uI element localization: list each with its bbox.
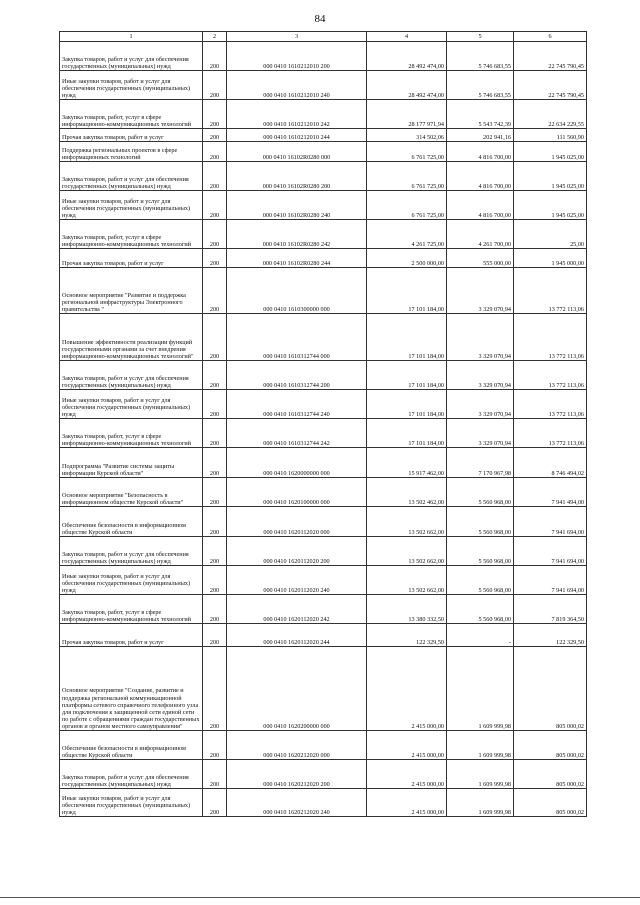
row-approved-amount-cell: 28 492 474,00 — [367, 71, 447, 100]
row-approved-amount-cell: 28 492 474,00 — [367, 42, 447, 71]
row-code-cell: 200 — [203, 507, 227, 537]
row-approved-amount-cell: 17 101 184,00 — [367, 361, 447, 390]
table-row — [60, 731, 587, 760]
row-code-cell: 200 — [203, 314, 227, 361]
row-unexecuted-amount-cell: 13 772 113,06 — [514, 268, 587, 314]
row-executed-amount-cell: 555 000,00 — [447, 249, 514, 268]
row-unexecuted-amount-cell: 111 560,90 — [514, 129, 587, 142]
row-code-cell: 200 — [203, 42, 227, 71]
row-unexecuted-amount-cell: 122 329,50 — [514, 624, 587, 647]
row-classification-code-cell: 000 0410 1610312744 240 — [227, 390, 367, 419]
row-approved-amount-cell: 17 101 184,00 — [367, 390, 447, 419]
row-code-cell: 200 — [203, 361, 227, 390]
row-approved-amount-cell: 13 502 662,00 — [367, 566, 447, 595]
table-row — [60, 760, 587, 789]
row-code-cell: 200 — [203, 566, 227, 595]
row-classification-code-cell: 000 0410 16102R0280 000 — [227, 142, 367, 162]
table-row — [60, 419, 587, 448]
column-header: 6 — [514, 32, 587, 42]
row-code-cell: 200 — [203, 789, 227, 817]
row-approved-amount-cell: 13 380 332,50 — [367, 595, 447, 624]
row-unexecuted-amount-cell: 7 941 494,00 — [514, 478, 587, 507]
row-executed-amount-cell: 1 609 999,98 — [447, 731, 514, 760]
table-row — [60, 191, 587, 220]
row-approved-amount-cell: 6 761 725,00 — [367, 142, 447, 162]
row-name-cell: Закупка товаров, работ, услуг в сфере информационно-коммуникационных технологий — [60, 419, 203, 448]
row-code-cell: 200 — [203, 162, 227, 191]
row-unexecuted-amount-cell: 7 941 694,00 — [514, 507, 587, 537]
row-approved-amount-cell: 13 502 462,00 — [367, 478, 447, 507]
row-unexecuted-amount-cell: 805 000,02 — [514, 647, 587, 731]
row-approved-amount-cell: 4 261 725,00 — [367, 220, 447, 249]
row-executed-amount-cell: 1 609 999,98 — [447, 789, 514, 817]
row-executed-amount-cell: 5 560 968,00 — [447, 537, 514, 566]
row-approved-amount-cell: 17 101 184,00 — [367, 419, 447, 448]
row-name-cell: Закупка товаров, работ и услуг для обеспечения государственных (муниципальных) нужд — [60, 760, 203, 789]
row-executed-amount-cell: 4 261 700,00 — [447, 220, 514, 249]
row-approved-amount-cell: 2 415 000,00 — [367, 789, 447, 817]
table-row — [60, 789, 587, 817]
row-unexecuted-amount-cell: 22 745 790,45 — [514, 42, 587, 71]
row-unexecuted-amount-cell: 1 945 025,00 — [514, 191, 587, 220]
row-name-cell: Прочая закупка товаров, работ и услуг — [60, 624, 203, 647]
row-name-cell: Подпрограмма "Развитие системы защиты информации Курской области" — [60, 448, 203, 478]
row-executed-amount-cell: - — [447, 624, 514, 647]
row-unexecuted-amount-cell: 13 772 113,06 — [514, 419, 587, 448]
row-name-cell: Закупка товаров, работ, услуг в сфере информационно-коммуникационных технологий — [60, 220, 203, 249]
table-row — [60, 268, 587, 314]
row-classification-code-cell: 000 0410 1620100000 000 — [227, 478, 367, 507]
table-row — [60, 507, 587, 537]
table-row — [60, 162, 587, 191]
row-approved-amount-cell: 2 415 000,00 — [367, 647, 447, 731]
row-classification-code-cell: 000 0410 1620212020 000 — [227, 731, 367, 760]
row-executed-amount-cell: 4 816 700,00 — [447, 191, 514, 220]
row-code-cell: 200 — [203, 760, 227, 789]
row-classification-code-cell: 000 0410 16102R0280 200 — [227, 162, 367, 191]
budget-execution-table — [59, 31, 587, 817]
row-approved-amount-cell: 17 101 184,00 — [367, 314, 447, 361]
row-classification-code-cell: 000 0410 1610212010 200 — [227, 42, 367, 71]
row-unexecuted-amount-cell: 7 941 694,00 — [514, 566, 587, 595]
row-code-cell: 200 — [203, 448, 227, 478]
row-executed-amount-cell: 5 560 968,00 — [447, 595, 514, 624]
row-unexecuted-amount-cell: 7 941 694,00 — [514, 537, 587, 566]
row-code-cell: 200 — [203, 624, 227, 647]
row-executed-amount-cell: 5 543 742,39 — [447, 100, 514, 129]
column-header: 1 — [60, 32, 203, 42]
table-row — [60, 42, 587, 71]
row-unexecuted-amount-cell: 1 945 000,00 — [514, 249, 587, 268]
table-row — [60, 220, 587, 249]
table-row — [60, 100, 587, 129]
row-name-cell: Обеспечение безопасности в информационном обществе Курской области — [60, 507, 203, 537]
row-approved-amount-cell: 2 415 000,00 — [367, 731, 447, 760]
row-classification-code-cell: 000 0410 1610312744 200 — [227, 361, 367, 390]
row-executed-amount-cell: 4 816 700,00 — [447, 162, 514, 191]
row-code-cell: 200 — [203, 731, 227, 760]
row-classification-code-cell: 000 0410 1620212020 240 — [227, 789, 367, 817]
row-name-cell: Закупка товаров, работ, услуг в сфере информационно-коммуникационных технологий — [60, 100, 203, 129]
row-classification-code-cell: 000 0410 1610212010 242 — [227, 100, 367, 129]
table-row — [60, 537, 587, 566]
row-name-cell: Иные закупки товаров, работ и услуг для обеспечения государственных (муниципальных) нужд — [60, 390, 203, 419]
row-executed-amount-cell: 5 746 683,55 — [447, 71, 514, 100]
row-classification-code-cell: 000 0410 1620112020 200 — [227, 537, 367, 566]
table-row — [60, 595, 587, 624]
row-classification-code-cell: 000 0410 1620200000 000 — [227, 647, 367, 731]
row-classification-code-cell: 000 0410 1610312744 000 — [227, 314, 367, 361]
row-code-cell: 200 — [203, 478, 227, 507]
column-header: 5 — [447, 32, 514, 42]
row-executed-amount-cell: 5 560 968,00 — [447, 566, 514, 595]
row-approved-amount-cell: 15 917 462,00 — [367, 448, 447, 478]
row-classification-code-cell: 000 0410 1610212010 240 — [227, 71, 367, 100]
row-approved-amount-cell: 6 761 725,00 — [367, 191, 447, 220]
row-approved-amount-cell: 2 500 000,00 — [367, 249, 447, 268]
row-name-cell: Прочая закупка товаров, работ и услуг — [60, 129, 203, 142]
row-name-cell: Закупка товаров, работ и услуг для обеспечения государственных (муниципальных) нужд — [60, 537, 203, 566]
table-row — [60, 624, 587, 647]
row-approved-amount-cell: 13 502 662,00 — [367, 507, 447, 537]
row-name-cell: Иные закупки товаров, работ и услуг для обеспечения государственных (муниципальных) нужд — [60, 566, 203, 595]
row-name-cell: Иные закупки товаров, работ и услуг для обеспечения государственных (муниципальных) нужд — [60, 71, 203, 100]
row-code-cell: 200 — [203, 537, 227, 566]
row-approved-amount-cell: 6 761 725,00 — [367, 162, 447, 191]
column-number-header — [60, 32, 587, 42]
row-code-cell: 200 — [203, 142, 227, 162]
row-code-cell: 200 — [203, 647, 227, 731]
row-executed-amount-cell: 5 746 683,55 — [447, 42, 514, 71]
row-unexecuted-amount-cell: 1 945 025,00 — [514, 162, 587, 191]
table-row — [60, 129, 587, 142]
row-approved-amount-cell: 17 101 184,00 — [367, 268, 447, 314]
table-row — [60, 142, 587, 162]
row-classification-code-cell: 000 0410 1620112020 244 — [227, 624, 367, 647]
row-executed-amount-cell: 3 329 070,94 — [447, 314, 514, 361]
row-code-cell: 200 — [203, 129, 227, 142]
row-name-cell: Основное мероприятие "Развитие и поддержка региональной инфраструктуры Электронного правительства " — [60, 268, 203, 314]
table-row — [60, 448, 587, 478]
row-name-cell: Закупка товаров, работ и услуг для обеспечения государственных (муниципальных) нужд — [60, 361, 203, 390]
row-unexecuted-amount-cell: 22 634 229,55 — [514, 100, 587, 129]
row-executed-amount-cell: 5 560 968,00 — [447, 478, 514, 507]
row-unexecuted-amount-cell: 25,00 — [514, 220, 587, 249]
row-unexecuted-amount-cell: 805 000,02 — [514, 760, 587, 789]
row-executed-amount-cell: 3 329 070,94 — [447, 390, 514, 419]
table-row — [60, 647, 587, 731]
column-header: 3 — [227, 32, 367, 42]
row-executed-amount-cell: 4 816 700,00 — [447, 142, 514, 162]
row-name-cell: Иные закупки товаров, работ и услуг для обеспечения государственных (муниципальных) нужд — [60, 789, 203, 817]
table-row — [60, 361, 587, 390]
row-unexecuted-amount-cell: 13 772 113,06 — [514, 314, 587, 361]
column-header: 2 — [203, 32, 227, 42]
row-executed-amount-cell: 3 329 070,94 — [447, 419, 514, 448]
row-classification-code-cell: 000 0410 16102R0280 244 — [227, 249, 367, 268]
row-name-cell: Прочая закупка товаров, работ и услуг — [60, 249, 203, 268]
row-classification-code-cell: 000 0410 16102R0280 240 — [227, 191, 367, 220]
row-executed-amount-cell: 202 941,16 — [447, 129, 514, 142]
row-name-cell: Основное мероприятие "Создание, развитие и поддержка региональной коммуникационной платформы сетевого справочного телефонного узла для подключения к защищенной сети единой сети по работе с обращениями граждан государственных органов и органов местного самоуправления" — [60, 647, 203, 731]
row-executed-amount-cell: 7 170 967,98 — [447, 448, 514, 478]
row-code-cell: 200 — [203, 100, 227, 129]
row-code-cell: 200 — [203, 419, 227, 448]
row-approved-amount-cell: 28 177 971,94 — [367, 100, 447, 129]
table-row — [60, 566, 587, 595]
row-name-cell: Повышение эффективности реализации функций государственными органами за счет внедрения информационно-коммуникационных технологий" — [60, 314, 203, 361]
scan-border-line — [0, 897, 640, 898]
row-unexecuted-amount-cell: 1 945 025,00 — [514, 142, 587, 162]
row-classification-code-cell: 000 0410 1610312744 242 — [227, 419, 367, 448]
row-unexecuted-amount-cell: 13 772 113,06 — [514, 390, 587, 419]
row-executed-amount-cell: 3 329 070,94 — [447, 268, 514, 314]
row-unexecuted-amount-cell: 805 000,02 — [514, 731, 587, 760]
row-executed-amount-cell: 3 329 070,94 — [447, 361, 514, 390]
row-approved-amount-cell: 314 502,06 — [367, 129, 447, 142]
row-unexecuted-amount-cell: 7 819 364,50 — [514, 595, 587, 624]
table-row — [60, 71, 587, 100]
row-approved-amount-cell: 2 415 000,00 — [367, 760, 447, 789]
row-executed-amount-cell: 5 560 968,00 — [447, 507, 514, 537]
row-classification-code-cell: 000 0410 1620112020 240 — [227, 566, 367, 595]
table-row — [60, 478, 587, 507]
row-name-cell: Основное мероприятие "Безопасность в информационном обществе Курской области" — [60, 478, 203, 507]
row-name-cell: Иные закупки товаров, работ и услуг для обеспечения государственных (муниципальных) нужд — [60, 191, 203, 220]
row-name-cell: Поддержка региональных проектов в сфере информационных технологий — [60, 142, 203, 162]
row-code-cell: 200 — [203, 595, 227, 624]
row-classification-code-cell: 000 0410 1620212020 200 — [227, 760, 367, 789]
row-code-cell: 200 — [203, 71, 227, 100]
row-classification-code-cell: 000 0410 1610212010 244 — [227, 129, 367, 142]
column-header: 4 — [367, 32, 447, 42]
row-name-cell: Закупка товаров, работ и услуг для обеспечения государственных (муниципальных) нужд — [60, 42, 203, 71]
row-name-cell: Закупка товаров, работ и услуг для обеспечения государственных (муниципальных) нужд — [60, 162, 203, 191]
row-code-cell: 200 — [203, 249, 227, 268]
row-classification-code-cell: 000 0410 1620000000 000 — [227, 448, 367, 478]
table-row — [60, 249, 587, 268]
row-name-cell: Обеспечение безопасности в информационном обществе Курской области — [60, 731, 203, 760]
row-executed-amount-cell: 1 609 999,98 — [447, 647, 514, 731]
row-unexecuted-amount-cell: 805 000,02 — [514, 789, 587, 817]
row-classification-code-cell: 000 0410 1620112020 242 — [227, 595, 367, 624]
row-classification-code-cell: 000 0410 1620112020 000 — [227, 507, 367, 537]
row-unexecuted-amount-cell: 13 772 113,06 — [514, 361, 587, 390]
row-executed-amount-cell: 1 609 999,98 — [447, 760, 514, 789]
row-code-cell: 200 — [203, 268, 227, 314]
row-code-cell: 200 — [203, 220, 227, 249]
table-row — [60, 314, 587, 361]
table-row — [60, 390, 587, 419]
row-name-cell: Закупка товаров, работ, услуг в сфере информационно-коммуникационных технологий — [60, 595, 203, 624]
row-classification-code-cell: 000 0410 1610300000 000 — [227, 268, 367, 314]
row-unexecuted-amount-cell: 8 746 494,02 — [514, 448, 587, 478]
row-code-cell: 200 — [203, 390, 227, 419]
row-approved-amount-cell: 13 502 662,00 — [367, 537, 447, 566]
row-approved-amount-cell: 122 329,50 — [367, 624, 447, 647]
row-code-cell: 200 — [203, 191, 227, 220]
page-number: 84 — [314, 13, 326, 25]
row-unexecuted-amount-cell: 22 745 790,45 — [514, 71, 587, 100]
row-classification-code-cell: 000 0410 16102R0280 242 — [227, 220, 367, 249]
